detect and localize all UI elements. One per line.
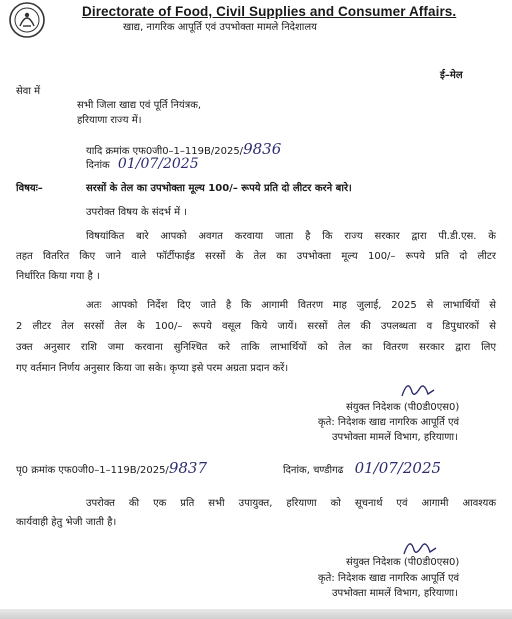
subject-text: सरसों के तेल का उपभोक्ता मूल्य 100/– रूपये प्रति दो लीटर करने बारे। (86, 183, 352, 194)
endorsement-date-value: 01/07/2025 (354, 459, 442, 477)
memo-reference-prefix: यादि क्रमांक एफ0जी0–1–119B/2025/ (86, 146, 244, 157)
para1-line-3: निर्धारित किया गया है । (16, 271, 100, 282)
para2-line-1: अतः आपको निर्देश दिए जाते है कि आगामी वितरण माह जुलाई, 2025 से लाभार्थियों से (86, 300, 496, 311)
subject-label: विषयः– (16, 183, 43, 194)
endorsement-reference (16, 459, 207, 477)
endorsement-date (283, 459, 442, 477)
addressee-line-1: सभी जिला खाद्य एवं पूर्ति नियंत्रक, (77, 100, 202, 111)
signature-1 (398, 376, 438, 402)
email-label: ई–मेल (440, 70, 463, 81)
endorsement-line-2: कार्यवाही हेतु भेजी जाती है। (16, 517, 117, 528)
header-subtitle: खाद्य, नागरिक आपूर्ति एवं उपभोक्ता मामले निदेशालय (123, 22, 317, 33)
signature-2-dept-line: उपभोक्ता मामलें विभाग, हरियाणा। (332, 588, 458, 599)
addressee-to: सेवा में (16, 86, 41, 97)
header-title: Directorate of Food, Civil Supplies and Consumer Affairs. (82, 4, 457, 19)
signature-1-dept-line: उपभोक्ता मामलें विभाग, हरियाणा। (332, 432, 458, 443)
signature-2-for-line: कृते: निदेशक खाद्य नागरिक आपूर्ति एवं (318, 573, 460, 584)
para2-line-2: 2 लीटर तेल सरसों तेल के 100/– रूपये वसूल किये जायें। सरसों तेल की उपलब्धता व डिपुधारकों से (16, 321, 496, 332)
endorsement-date-label: दिनांक, चण्डीगढ (283, 465, 344, 476)
para2-line-4: गए वर्तमान निर्णय अनुसार किया जा सके। कृप्या इसे परम अग्रता प्रदान करें। (16, 363, 289, 374)
bottom-scroll-bar (0, 609, 512, 619)
memo-date-label: दिनांक (86, 160, 110, 171)
endorsement-reference-number: 9837 (168, 459, 207, 477)
signature-1-for-line: कृते: निदेशक खाद्य नागरिक आपूर्ति एवं (318, 417, 460, 428)
para1-line-2: तहत वितरित किए जाने वाले फॉर्टीफाईड सरसों के तेल का उपभोक्ता मूल्य 100/– रूपये प्रति दो लीटर (16, 251, 496, 262)
para2-line-3: उक्त अनुसार राशि जमा करवाना सुनिश्चित करे ताकि लाभार्थियों को तेल का वितरण सरकार द्वारा लिए (16, 342, 496, 353)
addressee-line-2: हरियाणा राज्य में। (77, 115, 142, 126)
memo-date (86, 158, 199, 172)
memo-date-value: 01/07/2025 (117, 156, 199, 172)
para1-line-1: विषयांकित बारे आपको अवगत करवाया जाता है कि राज्य सरकार द्वारा पी.डी.एस. के (86, 231, 496, 242)
endorsement-line-1: उपरोक्त की एक प्रति सभी उपायुक्त, हरियाणा को सूचनार्थ एवं आगामी आवश्यक (86, 498, 496, 509)
signature-1-designation: संयुक्त निदेशक (पी0डी0एस0) (346, 402, 460, 413)
signature-2-designation: संयुक्त निदेशक (पी0डी0एस0) (346, 557, 460, 568)
endorsement-reference-prefix: पृ0 क्रमांक एफ0जी0–1–119B/2025/ (16, 465, 169, 476)
memo-reference-number: 9836 (243, 140, 282, 158)
reference-context: उपरोक्त विषय के संदर्भ में । (86, 207, 188, 218)
haryana-emblem-logo (4, 0, 50, 40)
